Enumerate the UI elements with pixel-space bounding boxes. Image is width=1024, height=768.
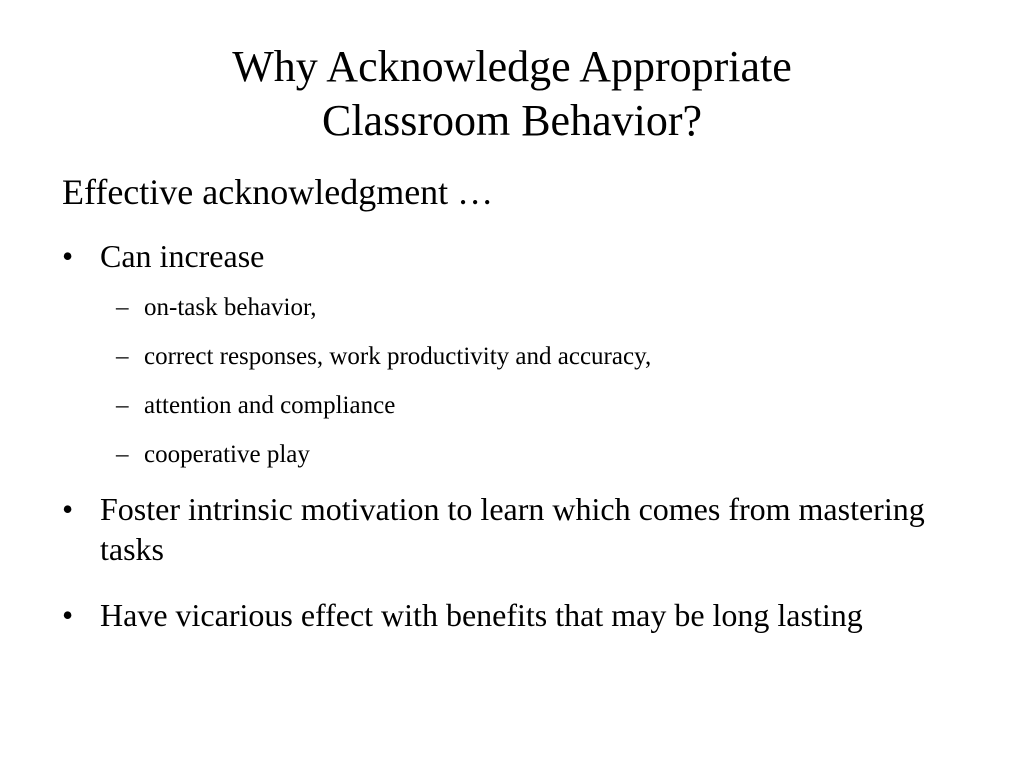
bullet-item-3 <box>62 595 982 635</box>
sub-item-text: cooperative play <box>144 441 310 468</box>
title-line-2: Classroom Behavior? <box>321 96 703 145</box>
bullet-item-2 <box>62 489 982 569</box>
bullet-icon: • <box>62 597 74 633</box>
title-line-1: Why Acknowledge Appropriate <box>232 42 792 91</box>
sub-item-text: on-task behavior, <box>144 294 317 321</box>
sub-item-3 <box>116 390 395 422</box>
intro-text: Effective acknowledgment … <box>62 172 494 212</box>
bullet-icon: • <box>62 238 74 274</box>
dash-icon: – <box>116 441 129 468</box>
bullet-text: Foster intrinsic motivation to learn which comes from mastering tasks <box>100 491 925 567</box>
sub-item-text: attention and compliance <box>144 392 396 419</box>
bullet-icon: • <box>62 491 74 527</box>
sub-item-2 <box>116 341 651 373</box>
bullet-text: Can increase <box>100 238 265 274</box>
sub-item-1 <box>116 292 317 324</box>
slide-title <box>0 40 1024 148</box>
bullet-item-1 <box>62 236 982 276</box>
sub-item-text: correct responses, work productivity and accuracy, <box>144 343 652 370</box>
dash-icon: – <box>116 392 129 419</box>
bullet-text: Have vicarious effect with benefits that may be long lasting <box>100 597 863 633</box>
sub-item-4 <box>116 439 310 471</box>
dash-icon: – <box>116 294 129 321</box>
dash-icon: – <box>116 343 129 370</box>
